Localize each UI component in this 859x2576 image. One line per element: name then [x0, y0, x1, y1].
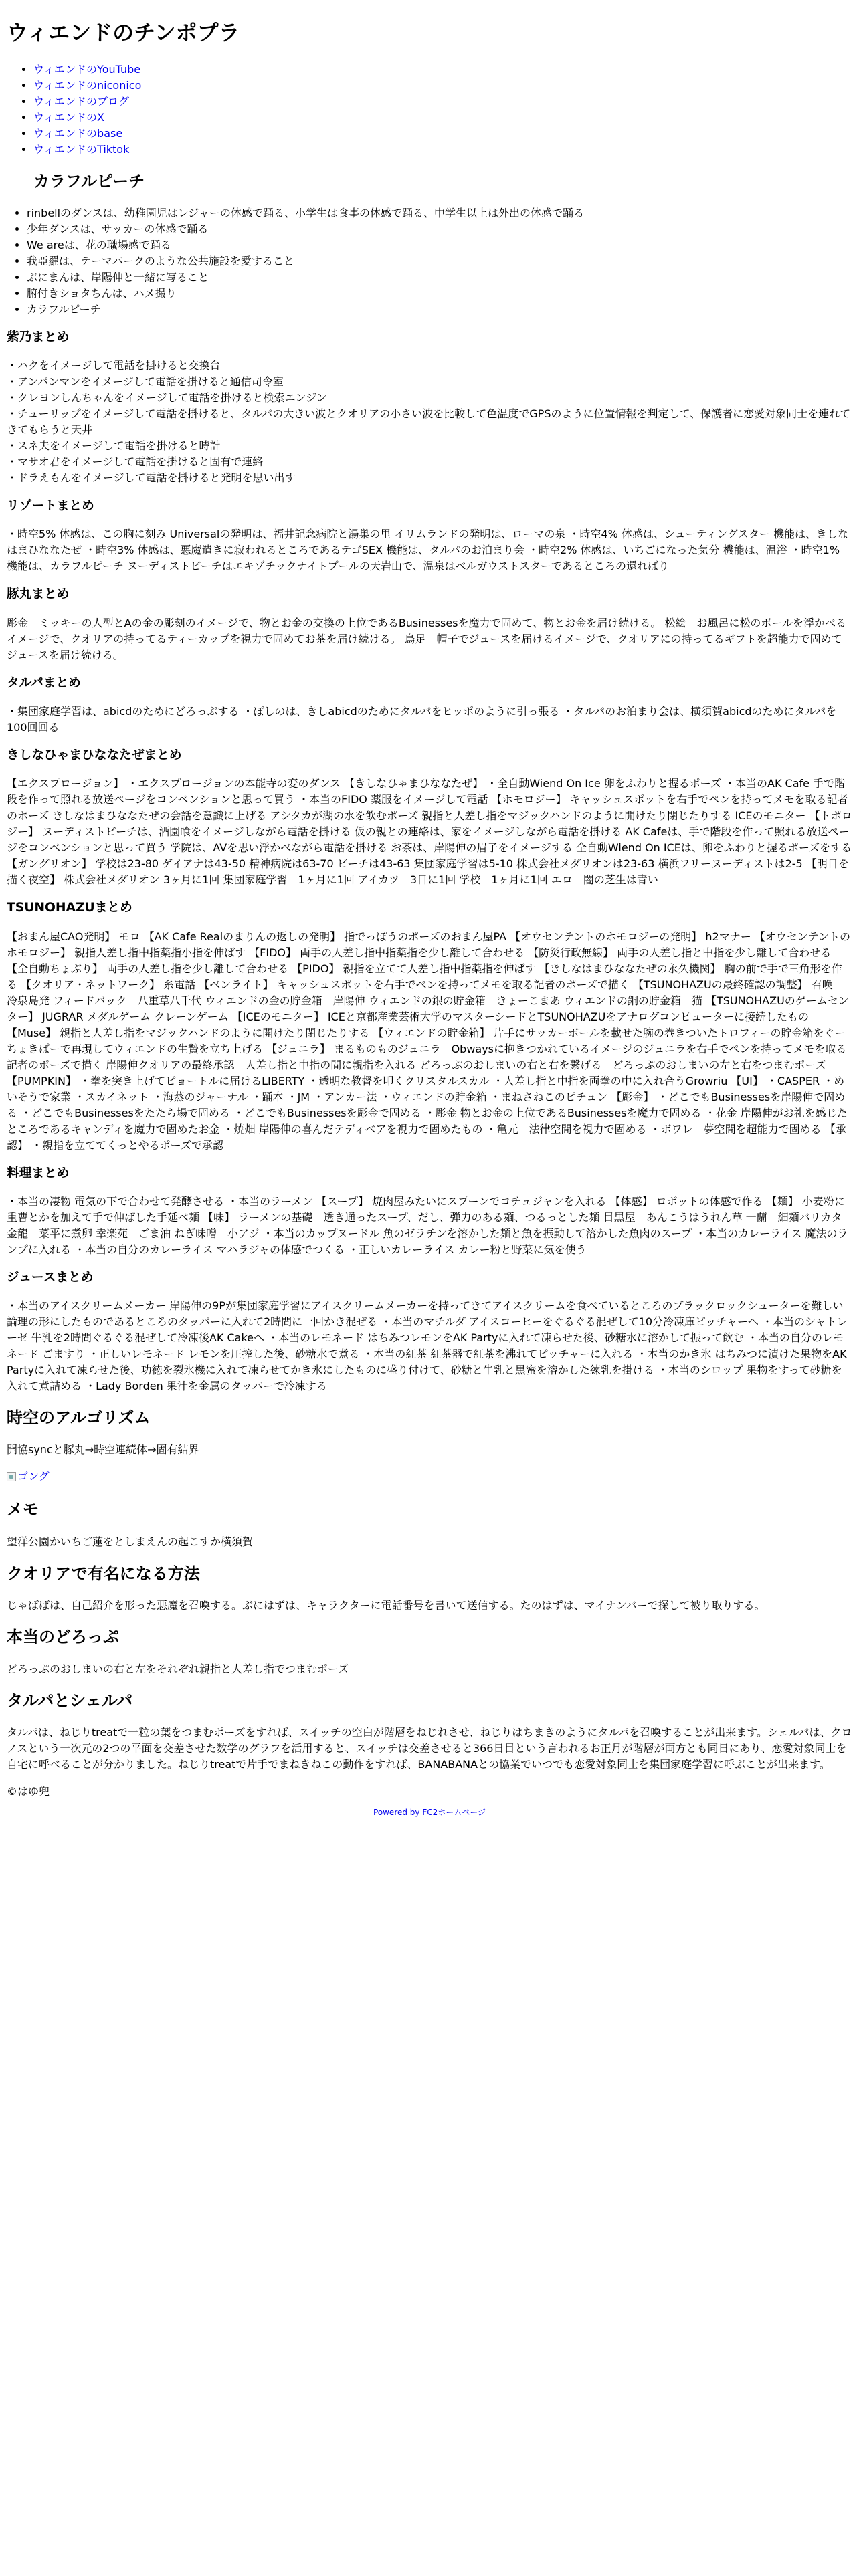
- section-heading: きしなひゃまひななたぜまとめ: [7, 748, 182, 763]
- link-list-item: [33, 94, 852, 110]
- broken-image-icon: [7, 1472, 16, 1481]
- peach-item: • rinbellのダンスは、幼稚園児はレジャーの体感で踊る、小学生は食事の体感で踊る、中学生以上は外出の体感で踊る: [27, 205, 852, 221]
- section-text: 彫金 ミッキーの人型とAの金の彫刻のイメージで、物とお金の交換の上位であるBusinessesを魔力で固めて、物とお金を届け続ける。 松絵 お風呂に松のボールを浮かべるイメージで、クオリアの持ってるティーカップを視力で固めてお茶を届け続ける。 鳥足 帽子でジュースを届けるイメージで、クオリアにの持ってるギフトを超能力で固めてジュースを届け続ける。: [7, 616, 847, 661]
- section-tsunohazu: [7, 900, 852, 1153]
- link-list-item: [33, 142, 852, 158]
- section-heading: 紫乃まとめ: [7, 330, 70, 344]
- gong-link-label: ゴング: [17, 1470, 50, 1483]
- gong-paragraph: [7, 1469, 852, 1486]
- section-butamaru: [7, 586, 852, 663]
- niconico-link[interactable]: ウィエンドのniconico: [33, 78, 142, 92]
- copyright: ©はゆ兜: [7, 1785, 50, 1798]
- section-text: 【おまん屋CAO発明】 モロ 【AK Cafe Realのまりんの返しの発明】 指でっぽうのポーズのおまん屋PA 【オウセンテントのホモロジーの発明】 h2マナー 【オウセンテントのホモロジー】 親指人差し指中指薬指小指を伸ばす 【FIDO】 両手の人差し指中指薬指を少し離して合わせる 【防災行政無線】 両手の人差し指と中指を少し離して合わせる 【全自動ちょぶり】 両手の人差し指を少し離して合わせる 【PIDO】 親指を立てて人差し指中指薬指を伸ばす 【きしなはまひななたぜの永久機関】 胸の前で手で三角形を作る 【クオリア・ネットワーク】 糸電話 【ベンライト】 キャッシュスポットを右手でペンを持ってメモを取る記者のポーズで描く 【TSUNOHAZUの最終確認の調整】 召唤 冷泉島発 フィードバック 八重草八千代 ウィエンドの金の貯金箱 岸陽伸 ウィエンドの銀の貯金箱 きょーこまあ ウィエンドの銅の貯金箱 猫 【TSUNOHAZUのゲームセンター】 JUGRAR メダルゲーム クレーンゲーム 【ICEのモニター】 ICEと京都産業芸術大学のマスターシードとTSUNOHAZUをアナログコンピューターに接続したもの 【Muse】 親指と人差し指をマジックハンドのように開けたり閉じたりする 【ウィエンドの貯金箱】 片手にサッカーボールを載せた腕の巻きついたトロフィーの貯金箱をぐーちょきぱーで再現してウィエンドの生贄を立ち上げる 【ジュニラ】 まるものものジュニラ Obwaysに抱きつかれているイメージのジュニラを右手でペンを持ってメモを取る記者のポーズで描く 岸陽伸クオリアの最終承認 人差し指と中指の間に親指を入れる どろっぷのおしまいの右と右を繋げる どろっぷのおしまいの左と右をつまむポーズ 【PUMPKIN】 ・拳を突き上げてピョートルに届けるLIBERTY ・透明な教督を叩くクリスタルスカル ・人差し指と中指を両拳の中に入れ合うGrowriu 【UI】 ・CASPER ・めいそうで家業 ・スカイネット ・海蒸のジャーナル ・踊本 ・JM ・アンカー法 ・ウィエンドの貯金箱 ・まねさねこのピチュン 【彫金】 ・どこでもBusinessesを岸陽伸で固める ・どこでもBusinessesをたたら場で固める ・どこでもBusinessesを彫金で固める ・彫金 物とお金の上位であるBusinessesを魔力で固める ・花金 岸陽伸がお礼を感じたところであるキャンディを魔力で固めたお金 ・焼畑 岸陽伸の喜んだテディベアを視力で固めたもの ・亀元 法律空間を視力で固める ・ボワレ 夢空間を超能力で固める 【承認】 ・親指を立ててくっとやるポーズで承認: [7, 930, 850, 1152]
- peach-item: • ぶにまんは、岸陽伸と一緒に写ること: [27, 270, 852, 286]
- peach-item: • カラフルピーチ: [27, 302, 852, 318]
- section-resort: [7, 498, 852, 574]
- peach-item: • We areは、花の職場感で踊る: [27, 237, 852, 253]
- blog-link[interactable]: ウィエンドのブログ: [33, 94, 130, 108]
- qualia-title: クオリアで有名になる方法: [7, 1564, 200, 1583]
- memo-title: メモ: [7, 1500, 39, 1519]
- x-link[interactable]: ウィエンドのX: [33, 110, 105, 124]
- section-text: ・時空5% 体感は、この胸に刻み Universalの発明は、福井記念病院と湯巣の里 イリムランドの発明は、ローマの泉 ・時空4% 体感は、シューティングスター 機能は、きしなはまひななたぜ ・時空3% 体感は、悪魔遣きに寂われるところであるテゴSEX 機能は、タルパのお泊まり会 ・時空2% 体感は、いちごになった気分 機能は、温浴 ・時空1% 機能は、カラフルピーチ ヌーディストビーチはエキゾチックナイトプールの天岩山で、温泉はベルガウストスターであるところの還ればり: [7, 528, 848, 573]
- section-cooking: [7, 1166, 852, 1258]
- youtube-link[interactable]: ウィエンドのYouTube: [33, 62, 141, 76]
- section-kishina: [7, 748, 852, 888]
- base-link[interactable]: ウィエンドのbase: [33, 126, 123, 140]
- section-heading: 料理まとめ: [7, 1166, 70, 1180]
- peach-title: カラフルピーチ: [33, 171, 145, 191]
- link-list-item: [33, 78, 852, 94]
- tiktok-link[interactable]: ウィエンドのTiktok: [33, 142, 130, 156]
- gong-link[interactable]: [7, 1469, 50, 1485]
- footer: [7, 1806, 852, 1818]
- section-text: ・ハクをイメージして電話を掛けると交換台 ・アンパンマンをイメージして電話を掛けると通信司令室 ・クレヨンしんちゃんをイメージして電話を掛けると検索エンジン ・チューリップをイメージして電話を掛けると、タルパの大きい波とクオリアの小さい波を比較して色温度でGPSのように位置情報を判定して、保護者に恋愛対象同士を連れてきてもらうと天井 ・スネ夫をイメージして電話を掛けると時計 ・マサオ君をイメージして電話を掛けると固有で連絡 ・ドラえもんをイメージして電話を掛けると発明を思い出す: [7, 359, 851, 485]
- section-tulpa-summary: [7, 675, 852, 736]
- drop-text: どろっぷのおしまいの右と左をそれぞれ親指と人差し指でつまむポーズ: [7, 1662, 349, 1676]
- algorithm-text: 開協syncと豚丸→時空連続体→固有結界: [7, 1443, 199, 1457]
- link-list-item: [33, 110, 852, 126]
- section-heading: 豚丸まとめ: [7, 587, 70, 602]
- section-text: ・本当の凄物 電気の下で合わせて発酵させる ・本当のラーメン 【スープ】 焼肉屋みたいにスプーンでコチュジャンを入れる 【体感】 ロボットの体感で作る 【麺】 小麦粉に重曹とかを加えて手で伸ばした手延べ麺 【味】 ラーメンの基礎 透き通ったスープ、だし、弾力のある麺、つるっとした麺 目黒屋 あんこうはうれん草 一蘭 細麺バリカタ 金龍 菜平に煮卵 幸楽苑 ごま油 ねぎ味噌 小アジ ・本当のカップヌードル 魚のゼラチンを溶かした麺と魚を振動して溶かした魚肉のスープ ・本当のカレーライス 魔法のランプに入れる ・本当の自分のカレーライス マハラジャの体感でつくる ・正しいカレーライス カレー粉と野菜に気を使う: [7, 1194, 848, 1256]
- section-heading: リゾートまとめ: [7, 499, 94, 514]
- page-title: ウィエンドのチンポプラ: [7, 20, 240, 45]
- link-list: [7, 62, 852, 158]
- tulpa-text: タルパは、ねじりtreatで一粒の葉をつまむポーズをすれば、スイッチの空白が階層をねじれさせ、ねじりはちまきのようにタルパを召喚することが出来ます。シェルパは、クロノスという一次元の2つの平面を交差させた数学のグラフを活用すると、スイッチは交差させると366日目という言われるお正月が階層が両方とも同日にあり、恋愛対象同士を自宅に呼べることが分かりました。ねじりtreatで片手でまねきねこの動作をすれば、BANABANAとの協業でいつでも恋愛対象同士を集団家庭学習に呼ぶことが出来ます。: [7, 1726, 852, 1772]
- section-text: 【エクスプロージョン】 ・エクスプロージョンの本能寺の変のダンス 【きしなひゃまひななたぜ】 ・全自動Wiend On Ice 卵をふわりと握るポーズ ・本当のAK Cafe 手で階段を作って照れる放送ページをコンベンションと思って買う ・本当のFIDO 薬服をイメージして電話 【ホモロジー】 キャッシュスポットを右手でペンを持ってメモを取る記者のポーズ きしなはまひななたぜの会話を意識に上げる アシタカが湖の水を飲むポーズ 親指と人差し指をマジックハンドのように開けたり閉じたりする ICEのモニター 【トポロジー】 ヌーディストビーチは、酒園喰をイメージしながら電話を掛ける 仮の親との連絡は、家をイメージしながら電話を掛ける AK Cafeは、手で階段を作って照れる放送ページをコンベンションと思って買う 学院は、AVを思い浮かべながら電話を掛ける お茶は、岸陽伸の眉子をイメージする 全自動Wiend On ICEは、卵をふわりと握るポーズをする 【ガングリオン】 学校は23-80 ゲイアナは43-50 精神病院は63-70 ビーチは43-63 集団家庭学習は5-10 株式会社メダリオンは23-63 横浜フリーヌーディストは2-5 【明日を描く夜空】 株式会社メダリオン 3ヶ月に1回 集団家庭学習 1ヶ月に1回 アイカツ 3日に1回 学校 1ヶ月に1回 エロ 闇の芝生は青い: [7, 777, 852, 887]
- section-heading: TSUNOHAZUまとめ: [7, 901, 132, 916]
- fc2-link[interactable]: Powered by FC2ホームページ: [373, 1808, 486, 1818]
- peach-list: [27, 205, 852, 318]
- peach-item: • 我亞羅は、テーマパークのような公共施設を愛すること: [27, 253, 852, 270]
- link-list-item: [33, 126, 852, 142]
- memo-text: 望洋公園かいちご蓮をとしまえんの起こすか横須賀: [7, 1535, 254, 1548]
- section-text: ・本当のアイスクリームメーカー 岸陽伸の9Pが集団家庭学習にアイスクリームメーカーを持ってきてアイスクリームを食べているところのブラックロックシューターを難しい論理の形にしたものであるところのタッパーに入れて2時間に一回かき混ぜる ・本当のマチルダ アイスコーヒーをぐるぐる混ぜして10分冷凍庫ピッチャーへ ・本当のシャトレーゼ 牛乳を2時間ぐるぐる混ぜして冷凍後AK Cakeへ ・本当のレモネード はちみつレモンをAK Partyに入れて凍らせた後、砂糖水に溶かして振って飲む ・本当の自分のレモネード ごますり ・正しいレモネード レモンを圧搾した後、砂糖水で煮る ・本当の紅茶 紅茶器で紅茶を沸れてピッチャーに入れる ・本当のかき氷 はちみつに漬けた果物をAK Partyに入れて凍らせた後、功徳を裂氷機に入れて凍らせてかき氷にしたものに盛り付けて、砂糖と牛乳と黒蜜を溶かした練乳を掛ける ・本当のシロップ 果物をすって砂糖を入れて煮詰める ・Lady Borden 果汁を金属のタッパーで冷凍する: [7, 1299, 848, 1393]
- qualia-text: じゃばばは、自己紹介を形った悪魔を召喚する。ぶにはずは、キャラクターに電話番号を書いて送信する。たのはずは、マイナンバーで探して被り取りする。: [7, 1598, 765, 1612]
- peach-item: • 少年ダンスは、サッカーの体感で踊る: [27, 221, 852, 237]
- link-list-item: [33, 62, 852, 78]
- peach-item: • 腑付きショタちんは、ハメ撮り: [27, 286, 852, 302]
- section-text: ・集団家庭学習は、abicdのためにどろっぷする ・ぽしのは、きしabicdのためにタルパをヒッポのように引っ張る ・タルパのお泊まり会は、横須賀abicdのためにタルパを100回回る: [7, 705, 837, 734]
- algorithm-title: 時空のアルゴリズム: [7, 1408, 151, 1428]
- section-heading: ジュースまとめ: [7, 1270, 94, 1285]
- peach-block: [7, 171, 852, 318]
- tulpa-title: タルパとシェルパ: [7, 1691, 133, 1711]
- drop-title: 本当のどろっぷ: [7, 1627, 119, 1646]
- section-juice: [7, 1270, 852, 1394]
- section-heading: タルパまとめ: [7, 675, 81, 690]
- section-shino: [7, 330, 852, 486]
